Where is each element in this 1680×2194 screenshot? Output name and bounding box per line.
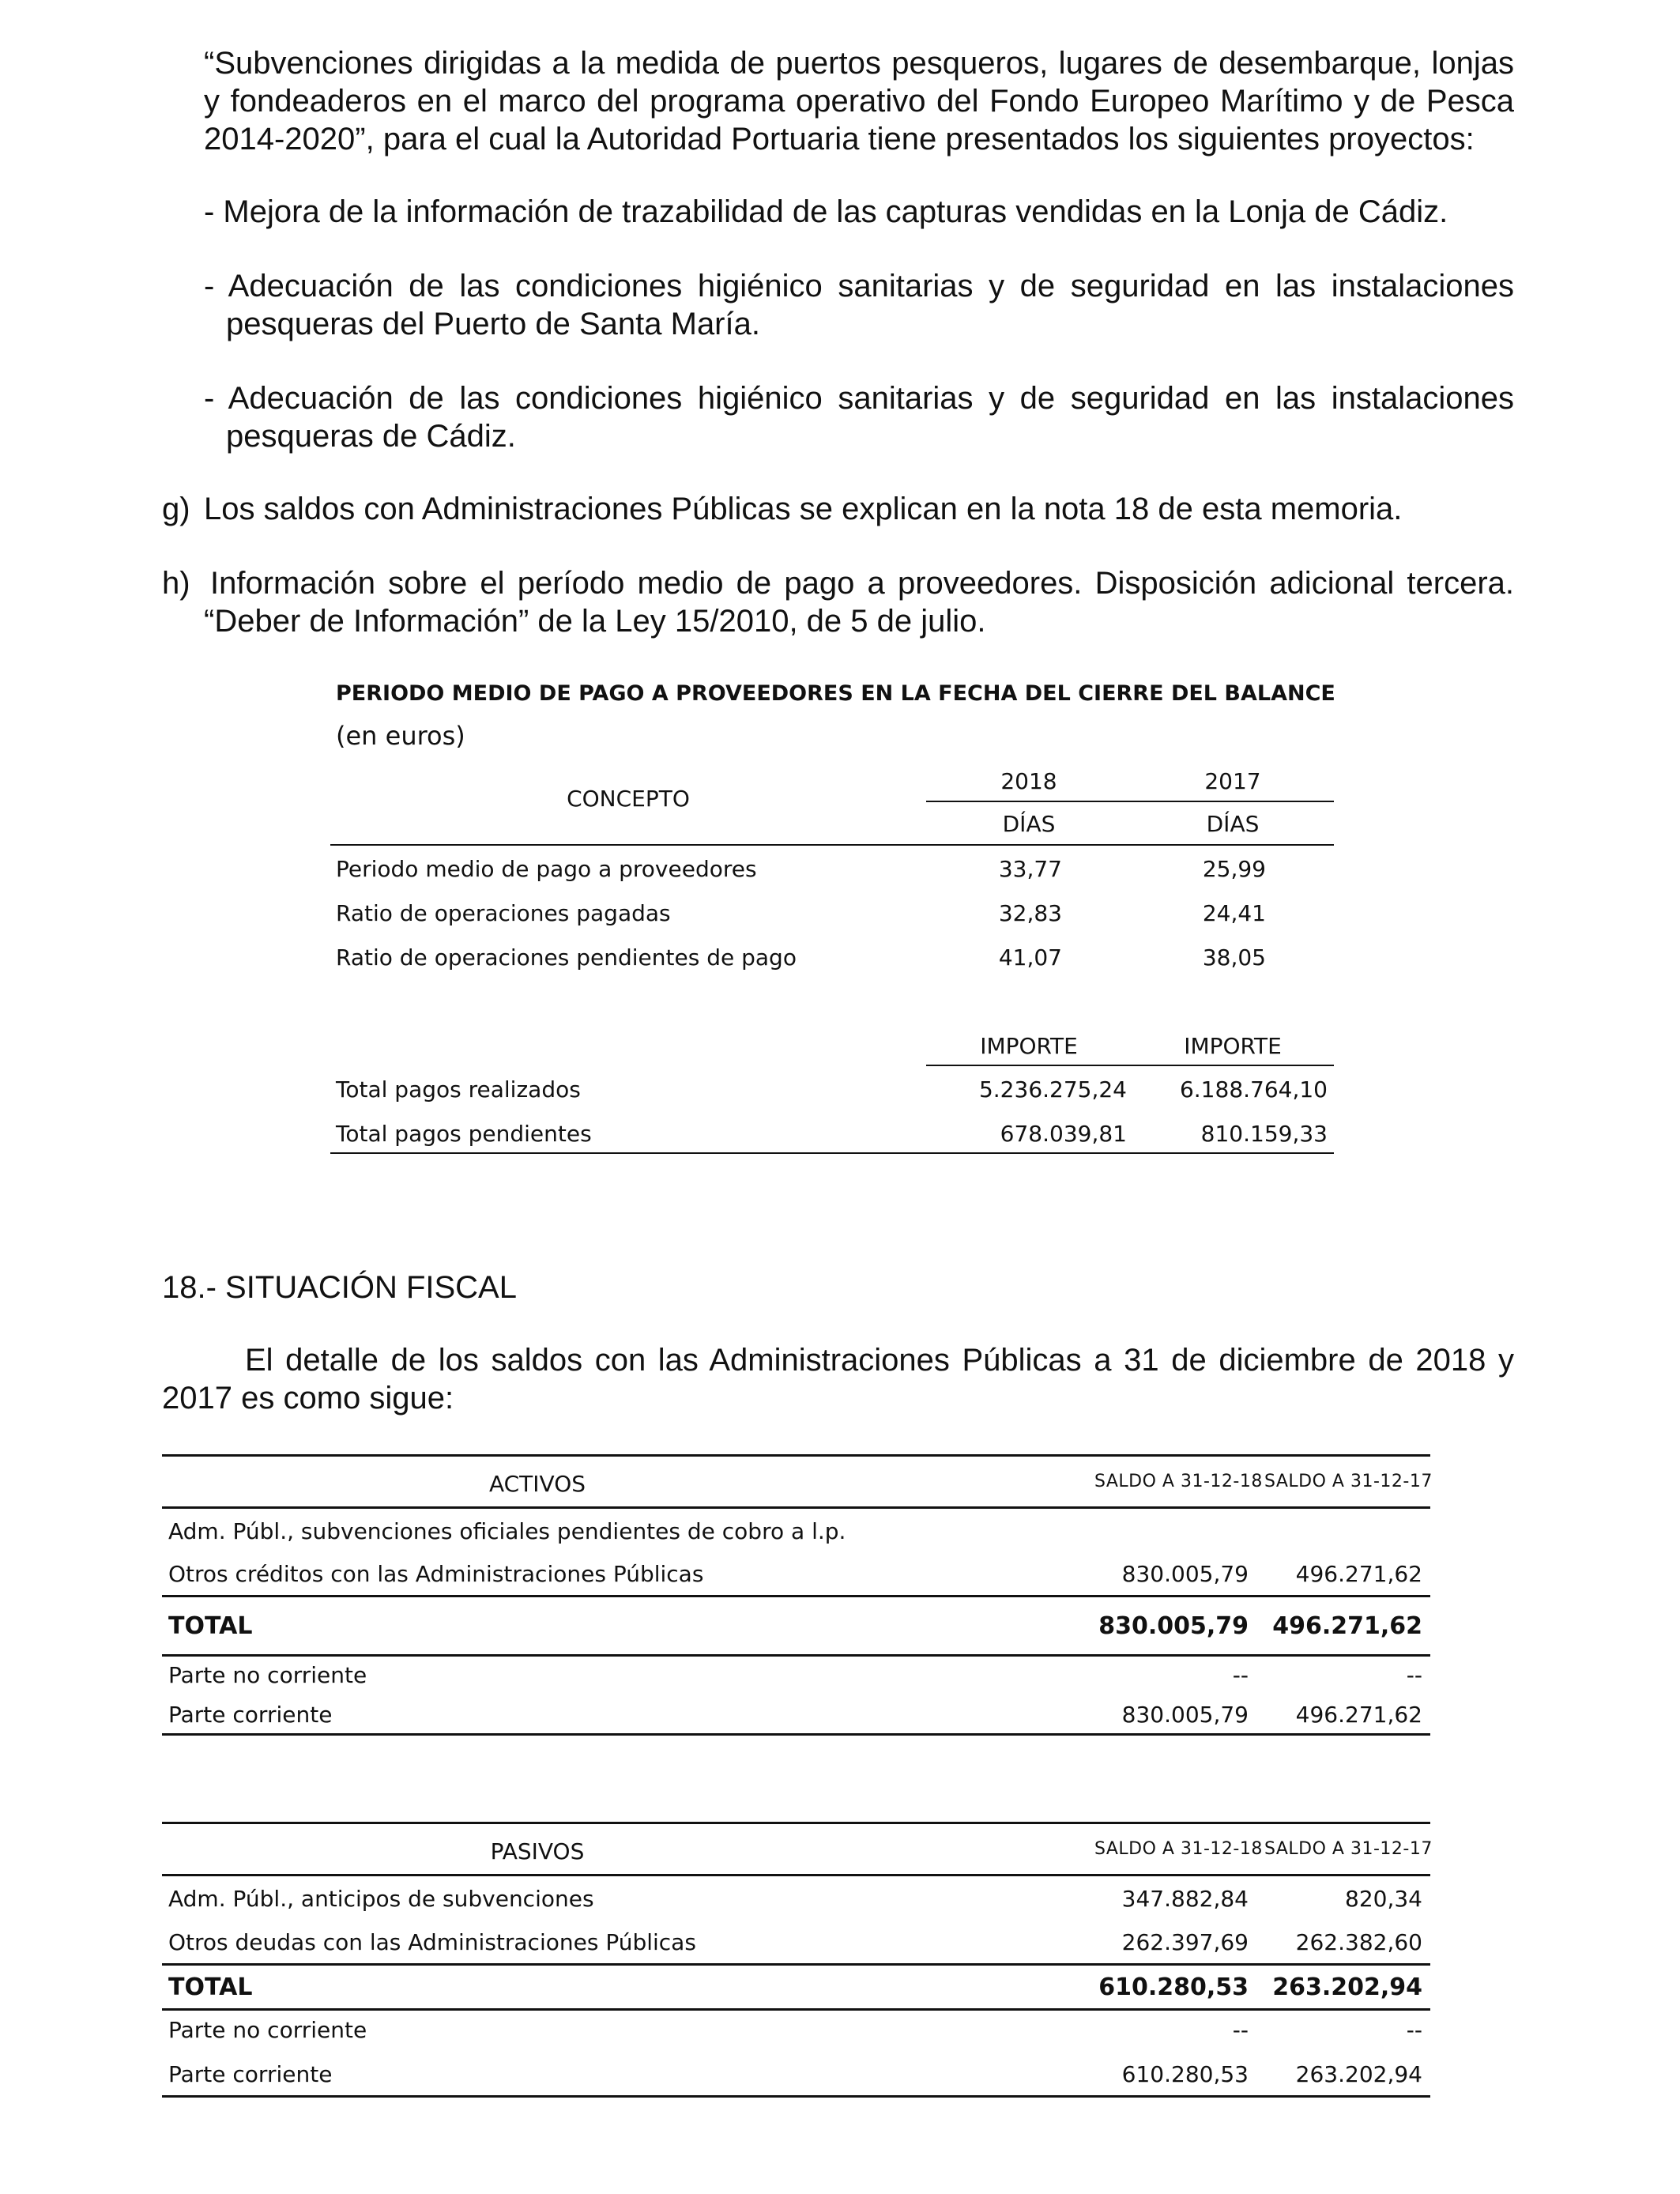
pasivos-row-value-2018: 347.882,84 [1121,1886,1249,1912]
pasivos-total-2017: 263.202,94 [1272,1973,1422,2001]
pmp-concept-header: CONCEPTO [567,786,690,812]
pasivos-row-label: Otros deudas con las Administraciones Públicas [168,1929,696,1955]
activos-split-2018: -- [1232,1662,1249,1688]
pasivos-col-2017: SALDO A 31-12-17 [1264,1839,1433,1859]
section-18-intro-line-2: 2017 es como sigue: [162,1381,454,1416]
pasivos-post-total-rule [162,2008,1430,2011]
pasivos-row-value-2017: 820,34 [1345,1886,1422,1912]
pmp-row-value-2017: 38,05 [1202,944,1266,971]
pmp-row-label: Periodo medio de pago a proveedores [336,856,757,882]
activos-col-2017: SALDO A 31-12-17 [1264,1472,1433,1491]
pmp-unit-2017: DÍAS [1206,811,1260,837]
pmp-row-value-2018: 32,83 [998,900,1062,926]
pmp-table-title: PERIODO MEDIO DE PAGO A PROVEEDORES EN LA FECHA DEL CIERRE DEL BALANCE [336,681,1335,706]
pmp-row-value-2017: 24,41 [1202,900,1266,926]
activos-total-2018: 830.005,79 [1098,1612,1249,1640]
pasivos-split-label: Parte corriente [168,2061,333,2087]
section-18-intro-line-1: El detalle de los saldos con las Administraciones Públicas a 31 de diciembre de 2018 y [245,1343,1514,1378]
activos-header: ACTIVOS [488,1471,586,1497]
project-bullet-2-line-1: - Adecuación de las condiciones higiénico sanitarias y de seguridad en las instalaciones [204,269,1514,303]
project-bullet-3-line-1: - Adecuación de las condiciones higiénico sanitarias y de seguridad en las instalaciones [204,381,1514,416]
pmp-bottom-rule [330,1152,1334,1154]
pmp-amount-row-value-2018: 5.236.275,24 [978,1076,1127,1103]
pmp-year-2017: 2017 [1204,768,1261,794]
pasivos-row-value-2017: 262.382,60 [1295,1929,1422,1955]
pmp-unit-2018: DÍAS [1002,811,1056,837]
pasivos-top-rule [162,1822,1430,1824]
pmp-table-subtitle: (en euros) [336,721,465,751]
pmp-amount-row-value-2017: 810.159,33 [1200,1121,1328,1147]
item-g-text: Los saldos con Administraciones Públicas se explican en la nota 18 de esta memoria. [204,492,1403,526]
pasivos-col-2018: SALDO A 31-12-18 [1094,1839,1263,1859]
intro-line-1: “Subvenciones dirigidas a la medida de puertos pesqueros, lugares de desembarque, lonjas [204,46,1514,81]
activos-post-total-rule [162,1654,1430,1657]
pasivos-split-2018: -- [1232,2017,1249,2043]
activos-bottom-rule [162,1733,1430,1736]
intro-line-3: 2014-2020”, para el cual la Autoridad Portuaria tiene presentados los siguientes proyectos: [204,122,1475,156]
pmp-row-label: Ratio de operaciones pagadas [336,900,671,926]
activos-pre-total-rule [162,1595,1430,1597]
activos-total-2017: 496.271,62 [1272,1612,1422,1640]
pmp-amount-row-label: Total pagos realizados [336,1076,581,1103]
item-h-line-2: “Deber de Información” de la Ley 15/2010, de 5 de julio. [204,604,986,639]
item-h-line-1: Información sobre el período medio de pago a proveedores. Disposición adicional tercera. [210,566,1514,601]
pasivos-split-2017: -- [1406,2017,1422,2043]
item-g-marker: g) [162,492,190,526]
activos-total-label: TOTAL [168,1612,253,1640]
pmp-header-divider [330,844,1334,846]
pasivos-total-2018: 610.280,53 [1098,1973,1249,2001]
pasivos-split-2017: 263.202,94 [1295,2061,1422,2087]
pasivos-split-label: Parte no corriente [168,2017,367,2043]
activos-split-2018: 830.005,79 [1121,1702,1249,1728]
activos-split-2017: -- [1406,1662,1422,1688]
pmp-year-divider [926,801,1334,802]
pasivos-bottom-rule [162,2095,1430,2098]
pmp-row-value-2018: 41,07 [998,944,1062,971]
pasivos-row-value-2018: 262.397,69 [1121,1929,1249,1955]
pmp-row-value-2018: 33,77 [998,856,1062,882]
activos-split-label: Parte corriente [168,1702,333,1728]
activos-split-label: Parte no corriente [168,1662,367,1688]
pmp-amount-divider [926,1065,1334,1066]
activos-top-rule [162,1454,1430,1457]
pmp-amount-header-2017: IMPORTE [1184,1033,1282,1059]
activos-row-label: Adm. Públ., subvenciones oficiales pendientes de cobro a l.p. [168,1518,846,1544]
project-bullet-2-line-2: pesqueras del Puerto de Santa María. [226,307,760,341]
activos-row-value-2018: 830.005,79 [1121,1561,1249,1587]
activos-row-label: Otros créditos con las Administraciones Públicas [168,1561,704,1587]
pmp-row-label: Ratio de operaciones pendientes de pago [336,944,797,971]
intro-line-2: y fondeaderos en el marco del programa operativo del Fondo Europeo Marítimo y de Pesca [204,84,1514,119]
project-bullet-1: - Mejora de la información de trazabilidad de las capturas vendidas en la Lonja de Cádiz. [204,194,1448,229]
activos-row-value-2017: 496.271,62 [1295,1561,1422,1587]
pasivos-row-label: Adm. Públ., anticipos de subvenciones [168,1886,594,1912]
pasivos-header: PASIVOS [490,1838,585,1864]
pasivos-pre-total-rule [162,1963,1430,1966]
pasivos-total-label: TOTAL [168,1973,253,2001]
pmp-row-value-2017: 25,99 [1202,856,1266,882]
pasivos-split-2018: 610.280,53 [1121,2061,1249,2087]
pmp-amount-row-value-2017: 6.188.764,10 [1179,1076,1328,1103]
pmp-amount-header-2018: IMPORTE [980,1033,1078,1059]
pmp-year-2018: 2018 [1000,768,1057,794]
pasivos-header-rule [162,1874,1430,1876]
activos-split-2017: 496.271,62 [1295,1702,1422,1728]
project-bullet-3-line-2: pesqueras de Cádiz. [226,419,516,454]
pmp-amount-row-label: Total pagos pendientes [336,1121,592,1147]
activos-col-2018: SALDO A 31-12-18 [1094,1472,1263,1491]
pmp-amount-row-value-2018: 678.039,81 [1000,1121,1127,1147]
section-18-heading: 18.- SITUACIÓN FISCAL [162,1270,517,1305]
activos-header-rule [162,1506,1430,1509]
item-h-marker: h) [162,566,190,601]
